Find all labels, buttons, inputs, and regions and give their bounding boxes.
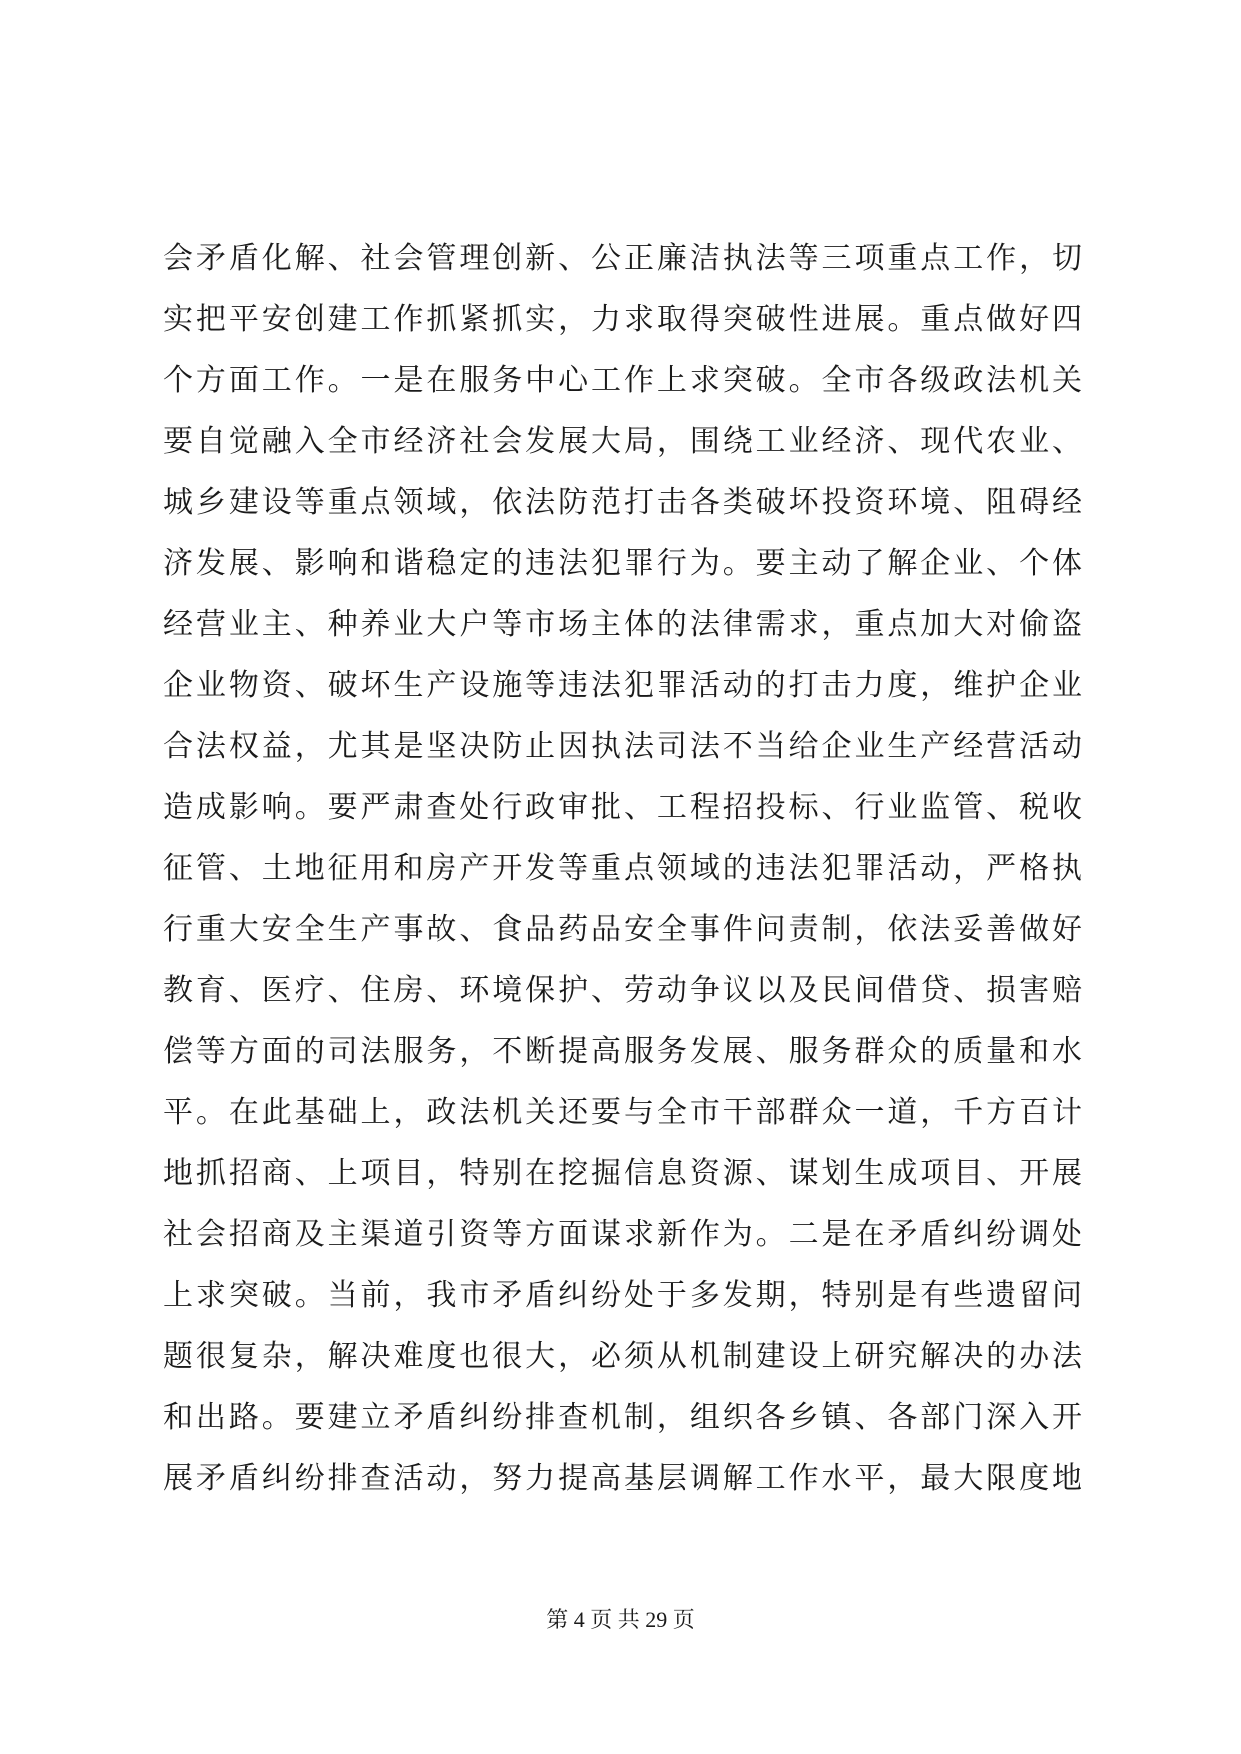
text-line-19: 题很复杂，解决难度也很大，必须从机制建设上研究解决的办法 <box>163 1339 1083 1374</box>
text-line-6: 济发展、影响和谐稳定的违法犯罪行为。要主动了解企业、个体 <box>163 546 1083 581</box>
text-line-21: 展矛盾纠纷排查活动，努力提高基层调解工作水平，最大限度地 <box>163 1461 1083 1496</box>
text-line-3: 个方面工作。一是在服务中心工作上求突破。全市各级政法机关 <box>163 363 1083 398</box>
text-line-10: 造成影响。要严肃查处行政审批、工程招投标、行业监管、税收 <box>163 790 1083 825</box>
text-line-14: 偿等方面的司法服务，不断提高服务发展、服务群众的质量和水 <box>163 1034 1083 1069</box>
text-line-8: 企业物资、破坏生产设施等违法犯罪活动的打击力度，维护企业 <box>163 668 1083 703</box>
text-line-11: 征管、土地征用和房产开发等重点领域的违法犯罪活动，严格执 <box>163 851 1083 886</box>
text-line-18: 上求突破。当前，我市矛盾纠纷处于多发期，特别是有些遗留问 <box>163 1278 1083 1313</box>
text-line-13: 教育、医疗、住房、环境保护、劳动争议以及民间借贷、损害赔 <box>163 973 1083 1008</box>
text-line-2: 实把平安创建工作抓紧抓实，力求取得突破性进展。重点做好四 <box>163 302 1083 337</box>
text-line-9: 合法权益，尤其是坚决防止因执法司法不当给企业生产经营活动 <box>163 729 1083 764</box>
text-line-12: 行重大安全生产事故、食品药品安全事件问责制，依法妥善做好 <box>163 912 1083 947</box>
text-line-1: 会矛盾化解、社会管理创新、公正廉洁执法等三项重点工作，切 <box>163 241 1083 276</box>
text-line-20: 和出路。要建立矛盾纠纷排查机制，组织各乡镇、各部门深入开 <box>163 1400 1083 1435</box>
text-line-17: 社会招商及主渠道引资等方面谋求新作为。二是在矛盾纠纷调处 <box>163 1217 1083 1252</box>
body-text <box>163 228 1083 1509</box>
page-footer: 第 4 页 共 29 页 <box>546 1607 695 1632</box>
text-line-7: 经营业主、种养业大户等市场主体的法律需求，重点加大对偷盗 <box>163 607 1083 642</box>
text-line-15: 平。在此基础上，政法机关还要与全市干部群众一道，千方百计 <box>163 1095 1083 1130</box>
text-line-4: 要自觉融入全市经济社会发展大局，围绕工业经济、现代农业、 <box>163 424 1083 459</box>
text-line-16: 地抓招商、上项目，特别在挖掘信息资源、谋划生成项目、开展 <box>163 1156 1083 1191</box>
text-line-5: 城乡建设等重点领域，依法防范打击各类破坏投资环境、阻碍经 <box>163 485 1083 520</box>
